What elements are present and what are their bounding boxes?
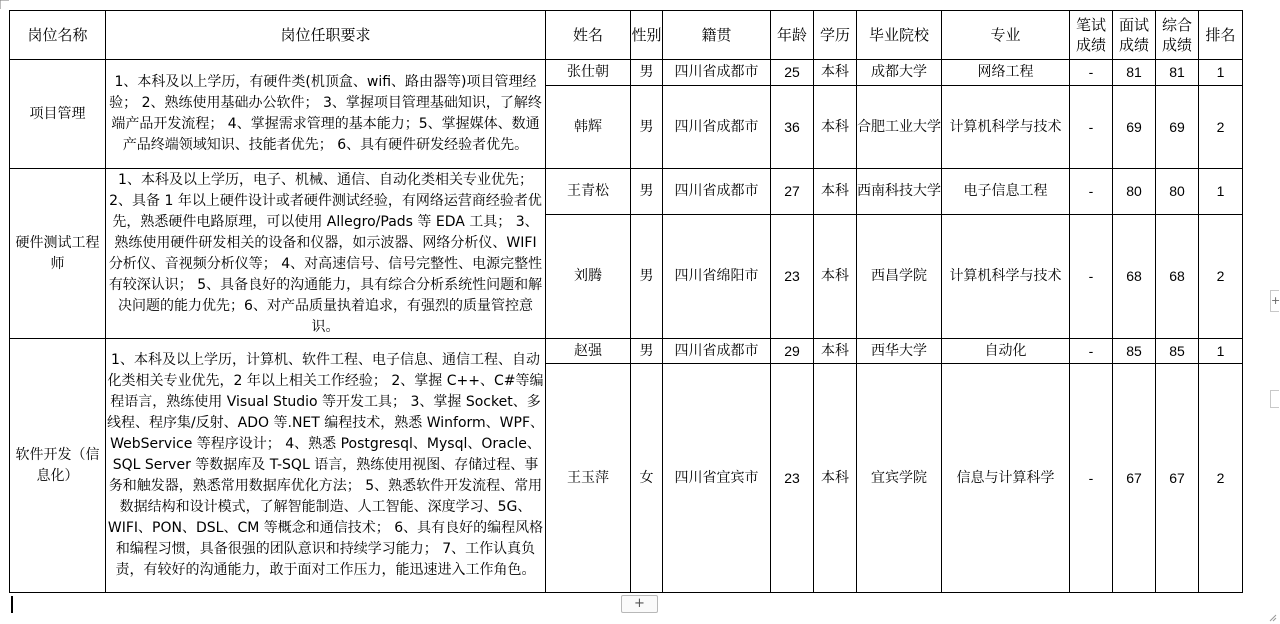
candidate-school: 宜宾学院	[857, 364, 942, 593]
text-cursor	[11, 596, 13, 613]
candidate-school: 合肥工业大学	[857, 86, 942, 169]
candidate-school: 西南科技大学	[857, 169, 942, 215]
candidate-total-score: 68	[1156, 215, 1199, 339]
candidate-rank: 2	[1199, 86, 1243, 169]
candidate-education: 本科	[814, 60, 857, 86]
header-age: 年龄	[771, 11, 814, 60]
candidate-origin: 四川省成都市	[663, 339, 771, 364]
position-cell: 项目管理	[10, 60, 106, 169]
candidate-gender: 女	[631, 364, 663, 593]
candidate-written-score: -	[1070, 364, 1113, 593]
candidate-total-score: 69	[1156, 86, 1199, 169]
requirements-cell: 1、本科及以上学历，计算机、软件工程、电子信息、通信工程、自动化类相关专业优先，2 年以上相关工作经验； 2、掌握 C++、C#等编程语言，熟练使用 Visual Studio 等开发工具； 3、掌握 Socket、多线程、程序集/反射、ADO 等.NET 编程技术，熟悉 Winform、WPF、 WebService 等程序设计； 4、熟悉 Postgresql、Mysql、Oracle、SQL Server 等数据库及 T-SQL 语言，熟练使用视图、存储过程、事务和触发器，熟悉常用数据库优化方法； 5、熟悉软件开发流程、常用数据结构和设计模式，了解智能制造、人工智能、深度学习、5G、WIFI、PON、DSL、CM 等概念和通信技术； 6、具有良好的编程风格和编程习惯，具备很强的团队意识和持续学习能力； 7、工作认真负责，有较好的沟通能力，敢于面对工作压力，能迅速进入工作角色。	[106, 339, 546, 593]
candidate-interview-score: 81	[1113, 60, 1156, 86]
candidate-name: 王青松	[546, 169, 631, 215]
candidate-gender: 男	[631, 60, 663, 86]
candidate-interview-score: 80	[1113, 169, 1156, 215]
candidate-major: 计算机科学与技术	[942, 215, 1070, 339]
table-row	[10, 169, 1243, 215]
candidate-education: 本科	[814, 364, 857, 593]
position-cell: 硬件测试工程师	[10, 169, 106, 339]
candidate-age: 36	[771, 86, 814, 169]
table-row	[10, 339, 1243, 364]
table-row	[10, 60, 1243, 86]
candidate-major: 网络工程	[942, 60, 1070, 86]
candidate-name: 赵强	[546, 339, 631, 364]
candidate-origin: 四川省成都市	[663, 86, 771, 169]
candidate-rank: 2	[1199, 364, 1243, 593]
candidate-major: 自动化	[942, 339, 1070, 364]
header-row	[10, 11, 1243, 60]
header-major: 专业	[942, 11, 1070, 60]
candidate-interview-score: 69	[1113, 86, 1156, 169]
add-column-button[interactable]: +	[1270, 290, 1279, 312]
header-position: 岗位名称	[10, 11, 106, 60]
candidate-school: 西昌学院	[857, 215, 942, 339]
candidate-total-score: 80	[1156, 169, 1199, 215]
candidate-total-score: 81	[1156, 60, 1199, 86]
candidate-age: 29	[771, 339, 814, 364]
candidate-gender: 男	[631, 215, 663, 339]
candidate-written-score: -	[1070, 169, 1113, 215]
candidate-education: 本科	[814, 169, 857, 215]
candidate-name: 张仕朝	[546, 60, 631, 86]
candidate-major: 信息与计算科学	[942, 364, 1070, 593]
header-written-score: 笔试成绩	[1070, 11, 1113, 60]
candidate-education: 本科	[814, 215, 857, 339]
requirements-cell: 1、本科及以上学历，电子、机械、通信、自动化类相关专业优先； 2、具备 1 年以上硬件设计或者硬件测试经验，有网络运营商经验者优先，熟悉硬件电路原理，可以使用 Allegro/Pads 等 EDA 工具； 3、熟练使用硬件研发相关的设备和仪器，如示波器、网络分析仪、WIFI 分析仪、音视频分析仪等； 4、对高速信号、信号完整性、电源完整性有较深认识； 5、具备良好的沟通能力，具有综合分析系统性问题和解决问题的能力优先；6、对产品质量执着追求，有强烈的质量管控意识。	[106, 169, 546, 339]
add-row-button[interactable]: +	[621, 595, 658, 613]
candidate-gender: 男	[631, 86, 663, 169]
candidate-origin: 四川省成都市	[663, 60, 771, 86]
candidate-interview-score: 67	[1113, 364, 1156, 593]
candidate-rank: 1	[1199, 60, 1243, 86]
candidate-major: 计算机科学与技术	[942, 86, 1070, 169]
candidate-age: 27	[771, 169, 814, 215]
candidate-education: 本科	[814, 339, 857, 364]
candidate-gender: 男	[631, 169, 663, 215]
candidate-gender: 男	[631, 339, 663, 364]
candidate-major: 电子信息工程	[942, 169, 1070, 215]
header-rank: 排名	[1199, 11, 1243, 60]
requirements-cell: 1、本科及以上学历，有硬件类(机顶盒、wifi、路由器等)项目管理经验； 2、熟练使用基础办公软件； 3、掌握项目管理基础知识，了解终端产品开发流程； 4、掌握需求管理的基本能力；5、掌握媒体、数通产品终端领域知识、技能者优先； 6、具有硬件研发经验者优先。	[106, 60, 546, 169]
candidate-age: 23	[771, 364, 814, 593]
candidate-rank: 2	[1199, 215, 1243, 339]
candidate-school: 成都大学	[857, 60, 942, 86]
header-education: 学历	[814, 11, 857, 60]
candidate-written-score: -	[1070, 86, 1113, 169]
position-cell: 软件开发（信息化）	[10, 339, 106, 593]
header-gender: 性别	[631, 11, 663, 60]
candidate-name: 韩辉	[546, 86, 631, 169]
candidate-rank: 1	[1199, 339, 1243, 364]
header-total-score: 综合成绩	[1156, 11, 1199, 60]
candidate-interview-score: 68	[1113, 215, 1156, 339]
header-name: 姓名	[546, 11, 631, 60]
header-requirements: 岗位任职要求	[106, 11, 546, 60]
candidate-rank: 1	[1199, 169, 1243, 215]
candidate-name: 刘腾	[546, 215, 631, 339]
candidate-age: 23	[771, 215, 814, 339]
candidate-name: 王玉萍	[546, 364, 631, 593]
candidate-total-score: 67	[1156, 364, 1199, 593]
candidate-written-score: -	[1070, 339, 1113, 364]
header-school: 毕业院校	[857, 11, 942, 60]
candidate-interview-score: 85	[1113, 339, 1156, 364]
candidate-origin: 四川省成都市	[663, 169, 771, 215]
candidate-school: 西华大学	[857, 339, 942, 364]
candidate-education: 本科	[814, 86, 857, 169]
resize-grip-icon[interactable]	[1267, 612, 1277, 622]
header-origin: 籍贯	[663, 11, 771, 60]
side-handle-icon[interactable]	[1270, 390, 1279, 408]
candidate-written-score: -	[1070, 215, 1113, 339]
candidate-total-score: 85	[1156, 339, 1199, 364]
candidate-table	[9, 10, 1243, 593]
header-interview-score: 面试成绩	[1113, 11, 1156, 60]
candidate-origin: 四川省宜宾市	[663, 364, 771, 593]
table-move-handle-icon[interactable]	[0, 0, 10, 10]
candidate-age: 25	[771, 60, 814, 86]
candidate-origin: 四川省绵阳市	[663, 215, 771, 339]
candidate-written-score: -	[1070, 60, 1113, 86]
